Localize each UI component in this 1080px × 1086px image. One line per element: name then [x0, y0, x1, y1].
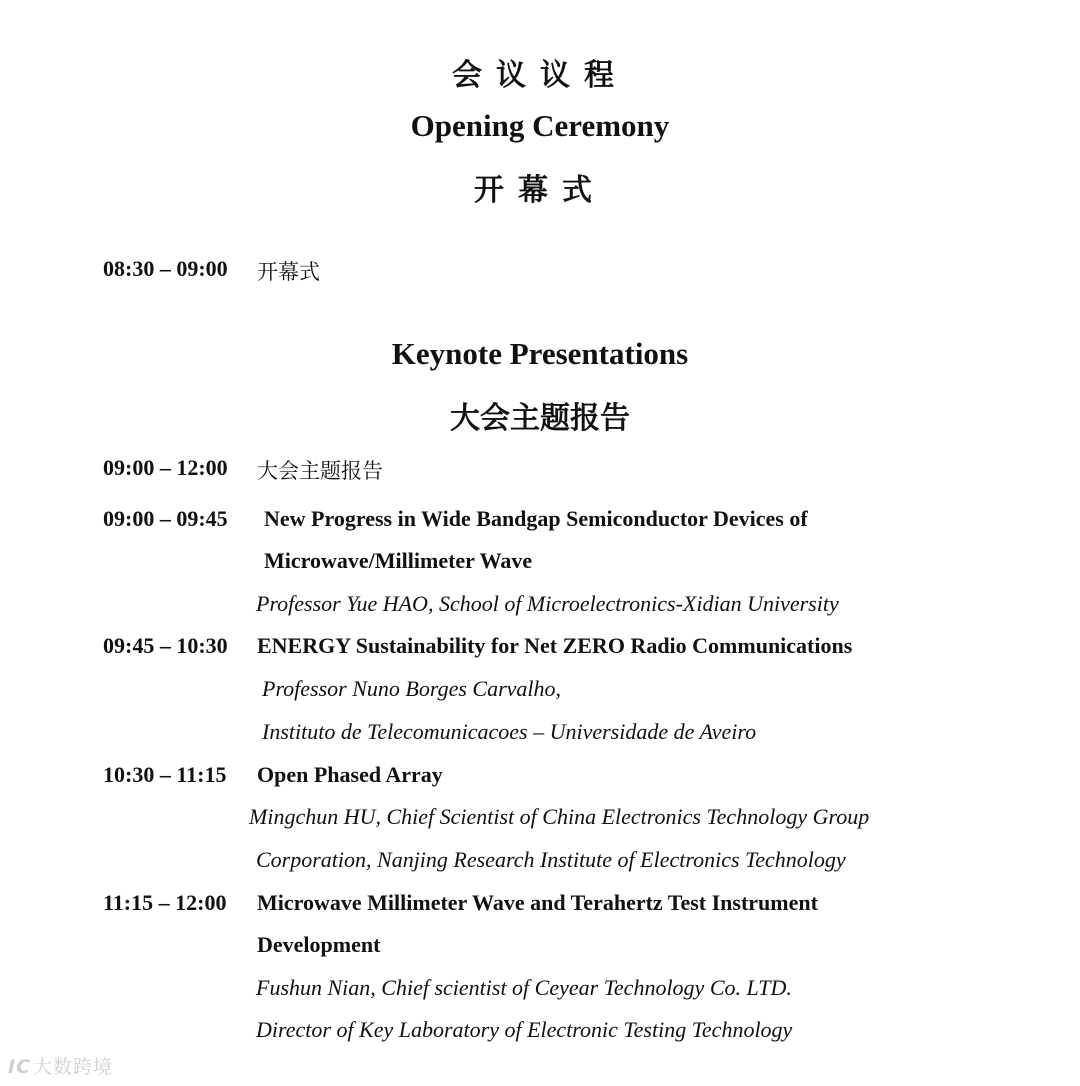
agenda-title: 会议议程 [452, 58, 628, 93]
talk-4-speaker-line-2: Director of Key Laboratory of Electronic Testing Technology [256, 1017, 793, 1042]
talk-4-title-line-1: Microwave Millimeter Wave and Terahertz Test Instrument [257, 890, 818, 915]
talk-2-time: 09:45 – 10:30 [103, 633, 228, 658]
watermark-logo-icon: IC [8, 1056, 32, 1078]
opening-ceremony-title-cn: 开幕式 [474, 173, 606, 208]
opening-session-label: 开幕式 [257, 260, 320, 284]
talk-1-time: 09:00 – 09:45 [103, 506, 228, 531]
talk-3-speaker-line-1: Mingchun HU, Chief Scientist of China Electronics Technology Group [249, 804, 870, 829]
talk-1-title-line-1: New Progress in Wide Bandgap Semiconductor Devices of [264, 506, 808, 531]
keynote-session-time: 09:00 – 12:00 [103, 455, 228, 480]
talk-3-speaker-line-2: Corporation, Nanjing Research Institute of Electronics Technology [256, 847, 846, 872]
talk-4-speaker-line-1: Fushun Nian, Chief scientist of Ceyear Technology Co. LTD. [256, 975, 792, 1000]
talk-1-title-line-2: Microwave/Millimeter Wave [264, 548, 533, 573]
keynote-title: Keynote Presentations [391, 336, 689, 371]
keynote-title-cn: 大会主题报告 [450, 401, 630, 436]
talk-3-title-line-1: Open Phased Array [257, 762, 443, 787]
watermark [8, 1052, 113, 1079]
talk-2-title-line-1: ENERGY Sustainability for Net ZERO Radio Communications [257, 633, 853, 658]
talk-1-speaker-line-1: Professor Yue HAO, School of Microelectronics-Xidian University [256, 591, 839, 616]
talk-3-time: 10:30 – 11:15 [103, 762, 227, 787]
talk-4-time: 11:15 – 12:00 [103, 890, 227, 915]
keynote-session-label: 大会主题报告 [257, 459, 383, 483]
talk-4-title-line-2: Development [257, 932, 381, 957]
talk-2-speaker-line-1: Professor Nuno Borges Carvalho, [262, 676, 562, 701]
watermark-text: 大数跨境 [33, 1056, 114, 1078]
talk-2-speaker-line-2: Instituto de Telecomunicacoes – Universidade de Aveiro [262, 719, 757, 744]
opening-ceremony-title: Opening Ceremony [410, 108, 670, 143]
opening-session-time: 08:30 – 09:00 [103, 256, 228, 281]
